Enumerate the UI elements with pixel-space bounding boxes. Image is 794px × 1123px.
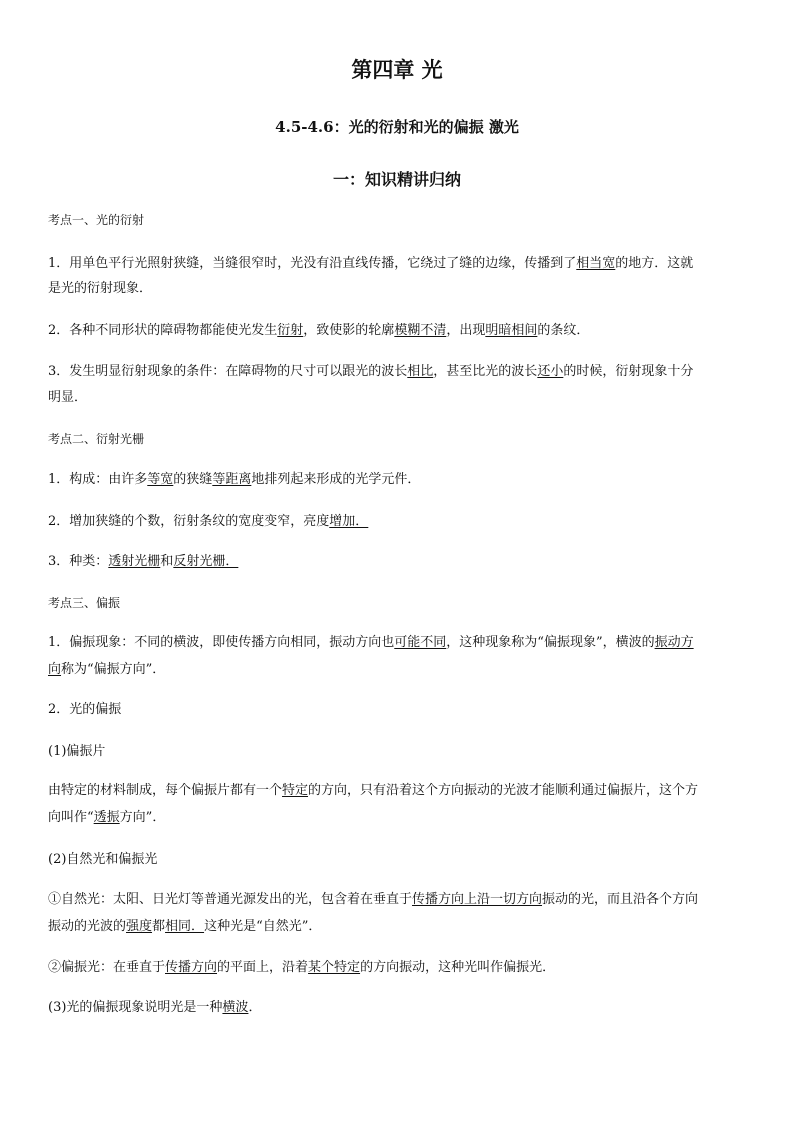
keyword: 某个特定 xyxy=(308,960,361,975)
keyword: 传播方向 xyxy=(165,960,218,975)
text: 地排列起来形成的光学元件． xyxy=(251,472,421,487)
kp1-item3-line1 xyxy=(48,363,748,381)
keyword: 增加． xyxy=(329,514,369,529)
kp1-item3-line2: 明显． xyxy=(48,390,88,405)
keyword: 特定 xyxy=(282,783,309,798)
keyword: 反射光栅． xyxy=(173,554,239,569)
kp3-item1-line2 xyxy=(48,661,748,679)
keyword: 模糊不清 xyxy=(394,323,447,338)
keyword: 等宽 xyxy=(147,472,174,487)
keyword: 衍射 xyxy=(277,323,304,338)
keyword: 传播方向上沿一切方向 xyxy=(412,892,543,907)
keyword: 横波 xyxy=(222,1000,249,1015)
kp3-heading: 考点三、偏振 xyxy=(48,596,121,610)
keyword: 相当宽 xyxy=(576,256,616,271)
text: 1．构成：由许多 xyxy=(48,472,148,487)
text: 振动的光波的 xyxy=(48,919,127,934)
kp3-sub1-line1 xyxy=(48,782,748,800)
keyword: 透振 xyxy=(93,810,120,825)
text: 2．各种不同形状的障碍物都能使光发生 xyxy=(48,323,278,338)
keyword: 强度 xyxy=(126,919,153,934)
text: ，这种现象称为“偏振现象”，横波的 xyxy=(446,635,655,650)
text: ，致使影的轮廓 xyxy=(303,323,395,338)
kp3-sub2-label: (2)自然光和偏振光 xyxy=(48,852,158,867)
kp2-item2 xyxy=(48,513,748,531)
lesson-subtitle: 4.5-4.6：光的衍射和光的偏振 激光 xyxy=(275,118,519,136)
text: 3．种类： xyxy=(48,554,109,569)
keyword: 振动方 xyxy=(654,635,694,650)
kp3-sub2-n2 xyxy=(48,959,748,977)
text: 向叫作“ xyxy=(48,810,94,825)
text: 的时候，衍射现象十分 xyxy=(563,364,694,379)
text: 的平面上，沿着 xyxy=(217,960,309,975)
text: 的地方．这就 xyxy=(615,256,694,271)
text: 和 xyxy=(160,554,174,569)
kp3-sub1-label: (1)偏振片 xyxy=(48,744,106,759)
keyword: 可能不同 xyxy=(394,635,447,650)
text: 都 xyxy=(152,919,166,934)
text: ②偏振光：在垂直于 xyxy=(48,960,166,975)
kp3-item2: 2．光的偏振 xyxy=(48,702,122,717)
text: 1．偏振现象：不同的横波，即使传播方向相同，振动方向也 xyxy=(48,635,395,650)
text: 称为“偏振方向”． xyxy=(61,662,166,677)
kp2-item1 xyxy=(48,471,748,489)
text: 3．发生明显衍射现象的条件：在障碍物的尺寸可以跟光的波长 xyxy=(48,364,408,379)
text: 的狭缝 xyxy=(173,472,213,487)
kp3-item1-line1 xyxy=(48,634,748,652)
keyword: 向 xyxy=(48,662,62,677)
text: 振动的光，而且沿各个方向 xyxy=(542,892,699,907)
text: 的方向振动，这种光叫作偏振光． xyxy=(360,960,556,975)
kp2-item3 xyxy=(48,553,748,571)
text: 2．增加狭缝的个数，衍射条纹的宽度变窄，亮度 xyxy=(48,514,330,529)
text: ． xyxy=(248,1000,262,1015)
section-heading: 一：知识精讲归纳 xyxy=(332,170,461,189)
kp3-sub2-n1-line2 xyxy=(48,918,748,936)
kp3-sub1-line2 xyxy=(48,809,748,827)
text: 这种光是“自然光”． xyxy=(204,919,322,934)
kp1-item2 xyxy=(48,322,748,340)
keyword: 等距离 xyxy=(212,472,252,487)
text: ，出现 xyxy=(446,323,486,338)
text: ，甚至比光的波长 xyxy=(433,364,538,379)
chapter-title: 第四章 光 xyxy=(351,57,443,82)
text: 的方向，只有沿着这个方向振动的光波才能顺利通过偏振片，这个方 xyxy=(308,783,699,798)
keyword: 还小 xyxy=(537,364,564,379)
kp3-sub2-n1-line1 xyxy=(48,891,748,909)
kp2-heading: 考点二、衍射光栅 xyxy=(48,432,145,446)
kp1-item1-line2: 是光的衍射现象． xyxy=(48,281,153,296)
keyword: 透射光栅 xyxy=(108,554,161,569)
kp1-heading: 考点一、光的衍射 xyxy=(48,213,145,227)
text: 由特定的材料制成，每个偏振片都有一个 xyxy=(48,783,283,798)
keyword: 明暗相间 xyxy=(485,323,538,338)
text: 方向”． xyxy=(119,810,166,825)
text: (3)光的偏振现象说明光是一种 xyxy=(48,1000,223,1015)
keyword: 相比 xyxy=(407,364,434,379)
kp3-sub3 xyxy=(48,999,748,1017)
text: ①自然光：太阳、日光灯等普通光源发出的光，包含着在垂直于 xyxy=(48,892,413,907)
text: 1．用单色平行光照射狭缝，当缝很窄时，光没有沿直线传播，它绕过了缝的边缘，传播到了 xyxy=(48,256,577,271)
text: 的条纹． xyxy=(537,323,590,338)
keyword: 相同． xyxy=(165,919,205,934)
kp1-item1-line1 xyxy=(48,255,748,273)
